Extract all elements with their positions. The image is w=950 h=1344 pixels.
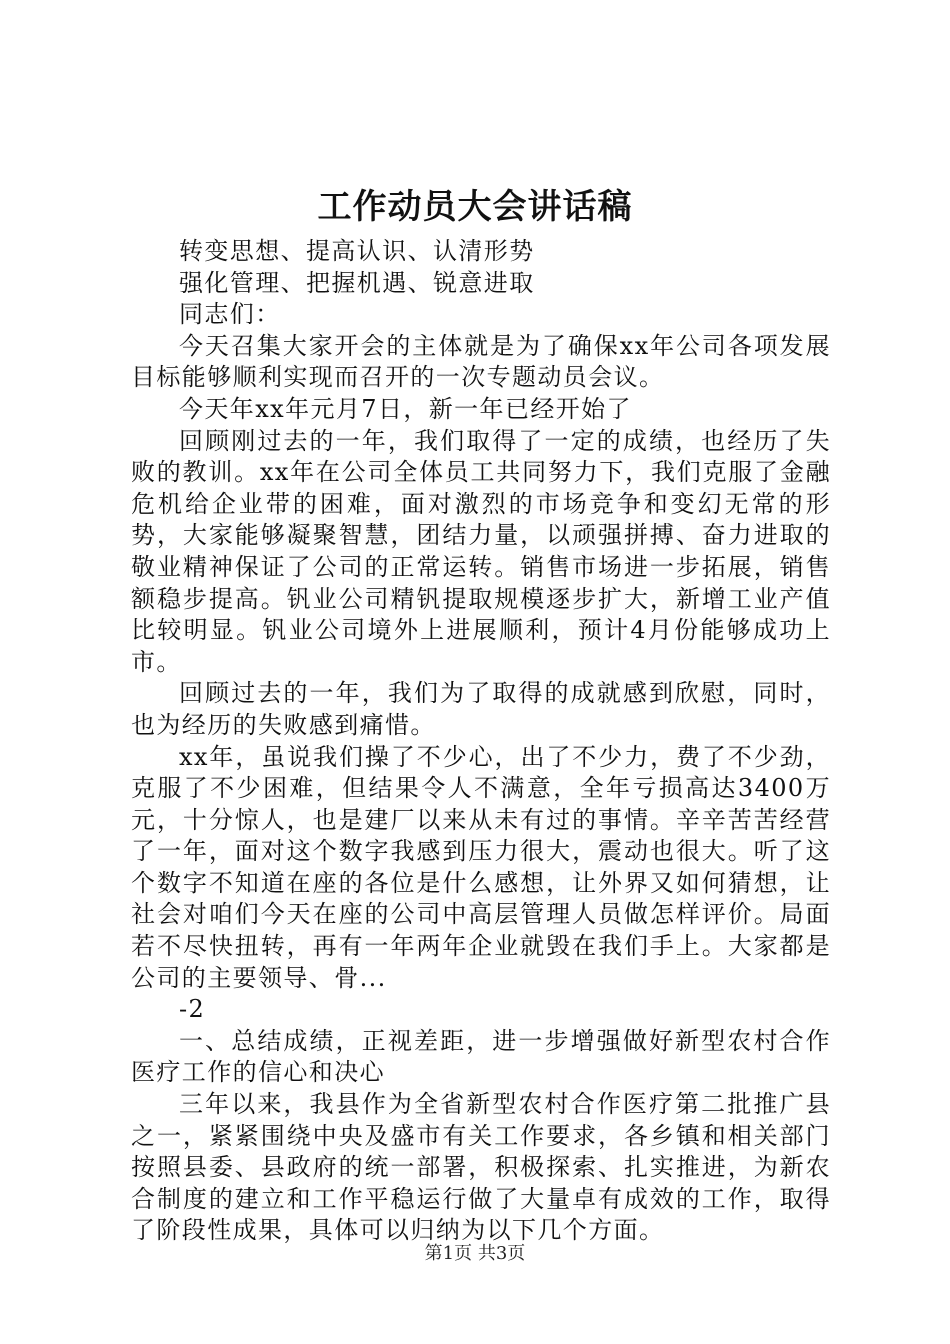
document-body	[131, 236, 831, 1247]
paragraph-reflection: 回顾过去的一年，我们为了取得的成就感到欣慰，同时，也为经历的失败感到痛惜。	[131, 679, 831, 739]
paragraph-review: 回顾刚过去的一年，我们取得了一定的成绩，也经历了失败的教训。xx年在公司全体员工共同努力下，我们克服了金融危机给企业带的困难，面对激烈的市场竞争和变幻无常的形势，大家能够凝聚智慧，团结力量，以顽强拼搏、奋力进取的敬业精神保证了公司的正常运转。销售市场进一步拓展，销售额稳步提高。钒业公司精钒提取规模逐步扩大，新增工业产值比较明显。钒业公司境外上进展顺利，预计4月份能够成功上市。	[131, 426, 831, 676]
salutation: 同志们：	[179, 300, 281, 329]
paragraph-achievements: 三年以来，我县作为全省新型农村合作医疗第二批推广县之一，紧紧围绕中央及盛市有关工作要求，各乡镇和相关部门按照县委、县政府的统一部署，积极探索、扎实推进，为新农合制度的建立和工作平稳运行做了大量卓有成效的工作，取得了阶段性成果，具体可以归纳为以下几个方面。	[131, 1090, 831, 1245]
section-heading: 一、总结成绩，正视差距，进一步增强做好新型农村合作医疗工作的信心和决心	[131, 1026, 831, 1087]
paragraph-date: 今天年xx年元月7日，新一年已经开始了	[179, 394, 632, 423]
paragraph-marker: -2	[179, 995, 206, 1024]
document-title: 工作动员大会讲话稿	[317, 187, 633, 227]
paragraph-loss: xx年，虽说我们操了不少心，出了不少力，费了不少劲，克服了不少困难，但结果令人不满意，全年亏损高达3400万元，十分惊人，也是建厂以来从未有过的事情。辛辛苦苦经营了一年，面对这个数字我感到压力很大，震动也很大。听了这个数字不知道在座的各位是什么感想，让外界又如何猜想，让社会对咱们今天在座的公司中高层管理人员做怎样评价。局面若不尽快扭转，再有一年两年企业就毁在我们手上。大家都是公司的主要领导、骨...	[131, 742, 831, 992]
subtitle-line-2: 强化管理、把握机遇、锐意进取	[179, 268, 535, 297]
page-indicator: 第1页 共3页	[424, 1243, 526, 1264]
paragraph-purpose: 今天召集大家开会的主体就是为了确保xx年公司各项发展目标能够顺利实现而召开的一次专题动员会议。	[131, 331, 831, 392]
subtitle-line-1: 转变思想、提高认识、认清形势	[179, 237, 535, 265]
